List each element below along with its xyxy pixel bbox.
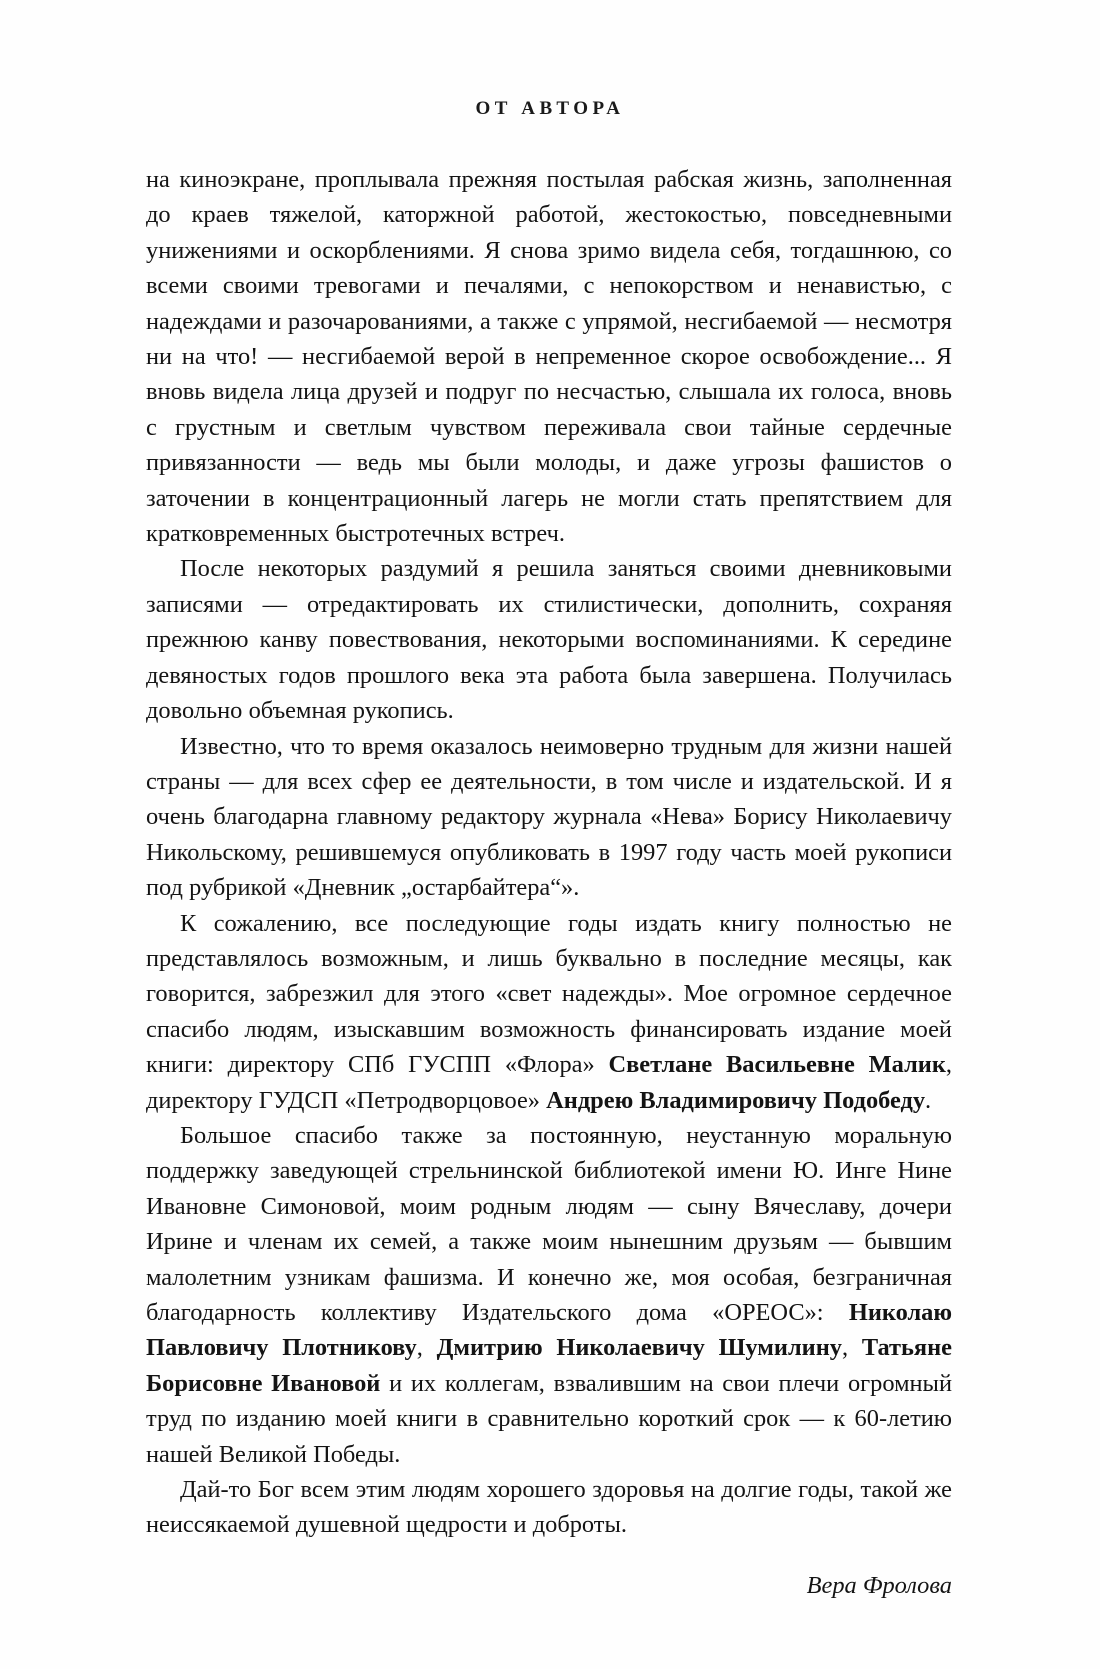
text-run: Дай-то Бог всем этим людям хорошего здоровья на долгие годы, такой же неиссякаемой душевной щедрости и доброты. (146, 1476, 952, 1539)
text-run: После некоторых раздумий я решила заняться своими дневниковыми записями — отредактировать их стилистически, дополнить, сохраняя прежнюю канву повествования, некоторыми воспоминаниями. К середине девяностых годов прошлого века эта работа была завершена. Получилась довольно объемная рукопись. (146, 555, 952, 725)
body-paragraph (146, 906, 952, 1118)
text-run: Большое спасибо также за постоянную, неустанную моральную поддержку заведующей стрельнинской библиотекой имени Ю. Инге Нине Ивановне Симоновой, моим родным людям — сыну Вячеславу, дочери Ирине и членам их семей, а также моим нынешним друзьям — бывшим малолетним узникам фашизма. И конечно же, моя особая, безграничная благодарность коллективу Издательского дома «ОРЕОС»: (146, 1121, 952, 1326)
author-signature: Вера Фролова (806, 1571, 952, 1599)
body-paragraph (146, 162, 952, 551)
body-text-block (146, 162, 952, 1603)
text-run: , директору ГУДСП «Петродворцовое» (146, 1051, 952, 1114)
paragraph-list (146, 162, 952, 1543)
text-run: , (416, 1334, 437, 1362)
text-run: на киноэкране, проплывала прежняя постылая рабская жизнь, заполненная до краев тяжелой, каторжной работой, жестокостью, повседневными унижениями и оскорблениями. Я снова зримо видела себя, тогдашнюю, со всеми своими тревогами и печалями, с непокорством и ненавистью, с надеждами и разочарованиями, а также с упрямой, несгибаемой — несмотря ни на что! — несгибаемой верой в непременное скорое освобождение... Я вновь видела лица друзей и подруг по несчастью, слышала их голоса, вновь с грустным и светлым чувством переживала свои тайные сердечные привязанности — ведь мы были молоды, и даже угрозы фашистов о заточении в концентрационный лагерь не могли стать препятствием для кратковременных быстротечных встреч. (146, 166, 952, 548)
text-run: . (925, 1086, 932, 1114)
emphasized-name: Татьяне Борисовне Ивановой (146, 1334, 953, 1397)
running-head-title: ОТ АВТОРА (475, 98, 625, 119)
body-paragraph (146, 1472, 952, 1543)
emphasized-name: Светлане Васильевне Малик (608, 1051, 946, 1079)
body-paragraph (146, 729, 952, 906)
emphasized-name: Андрею Владимировичу Подобеду (546, 1086, 926, 1114)
body-paragraph (146, 551, 952, 728)
text-run: К сожалению, все последующие годы издать книгу полностью не представлялось возможным, и лишь буквально в последние месяцы, как говорится, забрезжил для этого «свет надежды». Мое огромное сердечное спасибо людям, изыскавшим возможность финансировать издание моей книги: директору СПб ГУСПП «Флора» (146, 909, 952, 1079)
text-run: , (841, 1334, 862, 1362)
emphasized-name: Дмитрию Николаевичу Шумилину (436, 1334, 842, 1362)
body-paragraph (146, 1118, 952, 1472)
text-run: Известно, что то время оказалось неимоверно трудным для жизни нашей страны — для всех сфер ее деятельности, в том числе и издательской. И я очень благодарна главному редактору журнала «Нева» Борису Николаевичу Никольскому, решившемуся опубликовать в 1997 году часть моей рукописи под рубрикой «Дневник „остарбайтера“». (146, 732, 952, 902)
text-run: и их коллегам, взвалившим на свои плечи огромный труд по изданию моей книги в сравнительно короткий срок — к 60-летию нашей Великой Победы. (146, 1369, 952, 1468)
emphasized-name: Николаю Павловичу Плотникову (146, 1299, 952, 1362)
running-head (0, 98, 1100, 120)
